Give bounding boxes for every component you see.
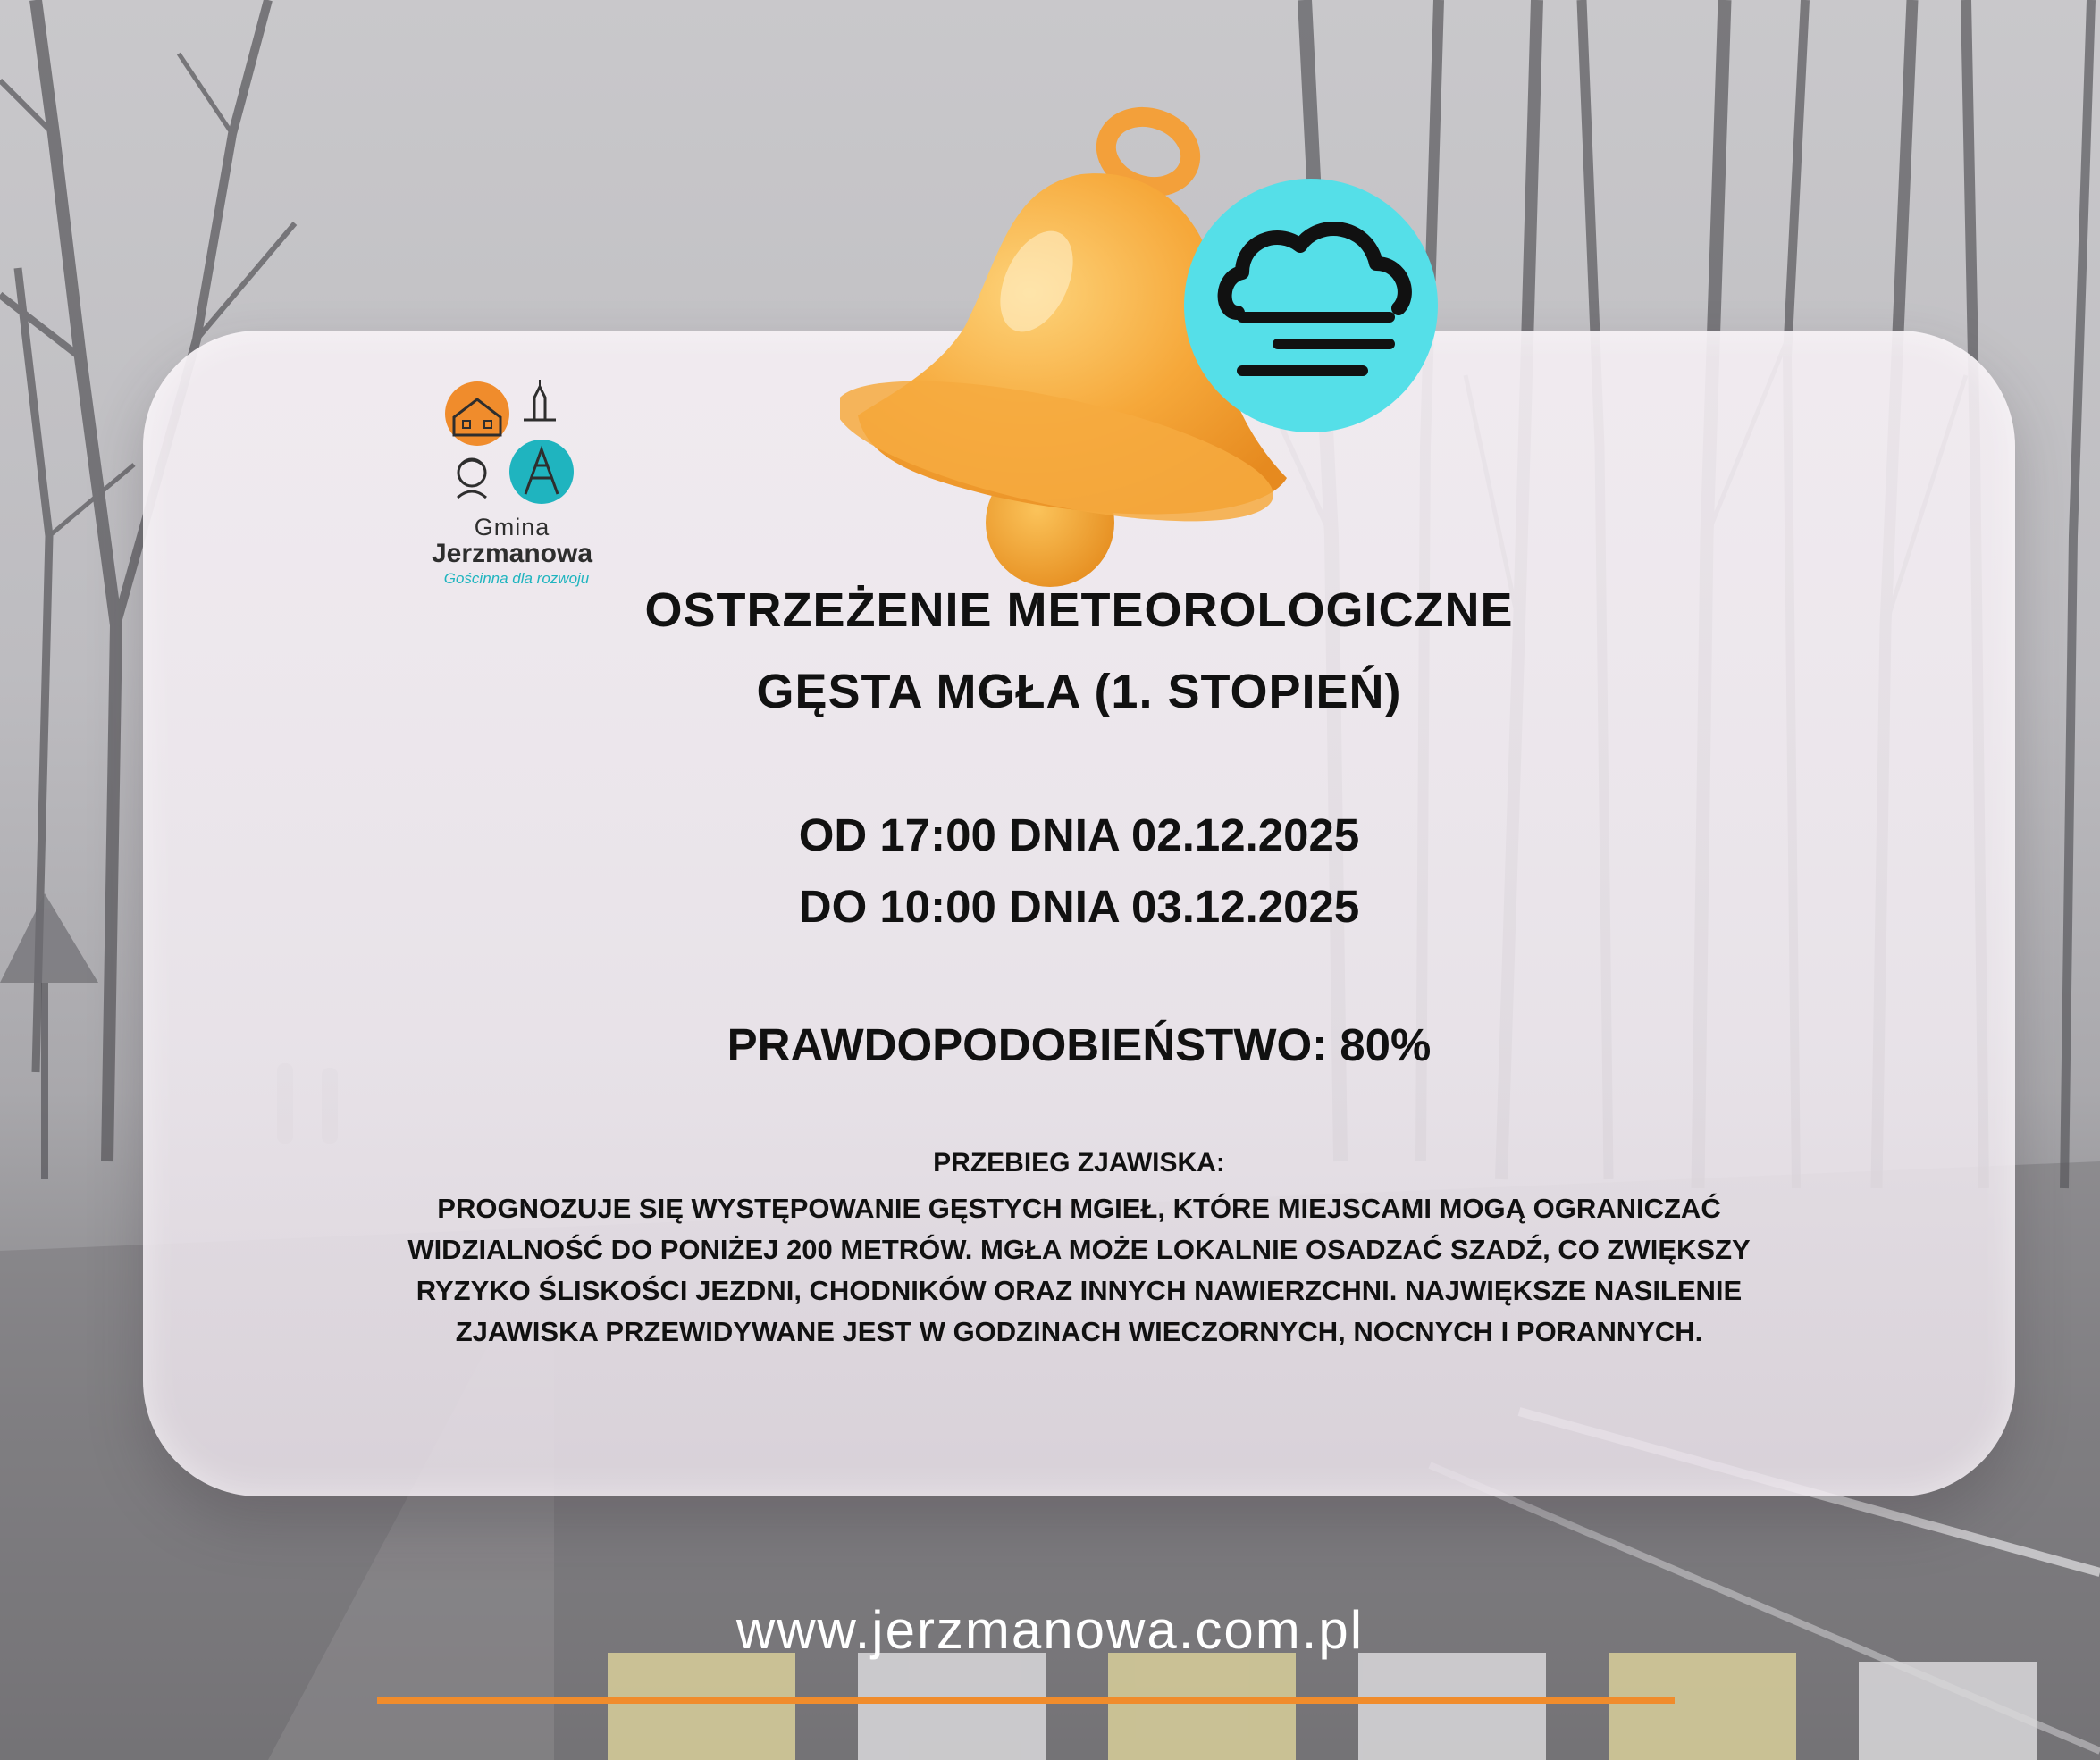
warning-from-date: OD 17:00 DNIA 02.12.2025 (798, 809, 1360, 860)
description-text (232, 1188, 1926, 1353)
gmina-jerzmanowa-logo (418, 380, 606, 612)
logo-tagline: Gościnna dla rozwoju (443, 570, 590, 587)
warning-probability: PRAWDOPODOBIEŃSTWO: 80% (727, 1019, 1432, 1070)
url-underline (377, 1697, 1675, 1704)
fog-cloud-icon (1184, 179, 1439, 433)
website-url[interactable]: www.jerzmanowa.com.pl (735, 1600, 1365, 1660)
description-line: PROGNOZUJE SIĘ WYSTĘPOWANIE GĘSTYCH MGIEŁ, KTÓRE MIEJSCAMI MOGĄ OGRANICZAĆ (437, 1193, 1721, 1224)
warning-title: OSTRZEŻENIE METEOROLOGICZNE (644, 583, 1514, 637)
logo-name-text: Jerzmanowa (431, 539, 593, 568)
logo-emblem-icon (418, 380, 606, 514)
description-line: ZJAWISKA PRZEWIDYWANE JEST W GODZINACH WIECZORNYCH, NOCNYCH I PORANNYCH. (455, 1316, 1703, 1347)
description-line: RYZYKO ŚLISKOŚCI JEZDNI, CHODNIKÓW ORAZ INNYCH NAWIERZCHNI. NAJWIĘKSZE NASILENIE (416, 1275, 1743, 1306)
logo-gmina-text: Gmina (474, 514, 550, 541)
warning-subtitle: GĘSTA MGŁA (1. STOPIEŃ) (756, 665, 1402, 718)
warning-to-date: DO 10:00 DNIA 03.12.2025 (798, 881, 1360, 932)
description-heading: PRZEBIEG ZJAWISKA: (933, 1148, 1225, 1178)
description-line: WIDZIALNOŚĆ DO PONIŻEJ 200 METRÓW. MGŁA MOŻE LOKALNIE OSADZAĆ SZADŹ, CO ZWIĘKSZY (407, 1234, 1751, 1265)
